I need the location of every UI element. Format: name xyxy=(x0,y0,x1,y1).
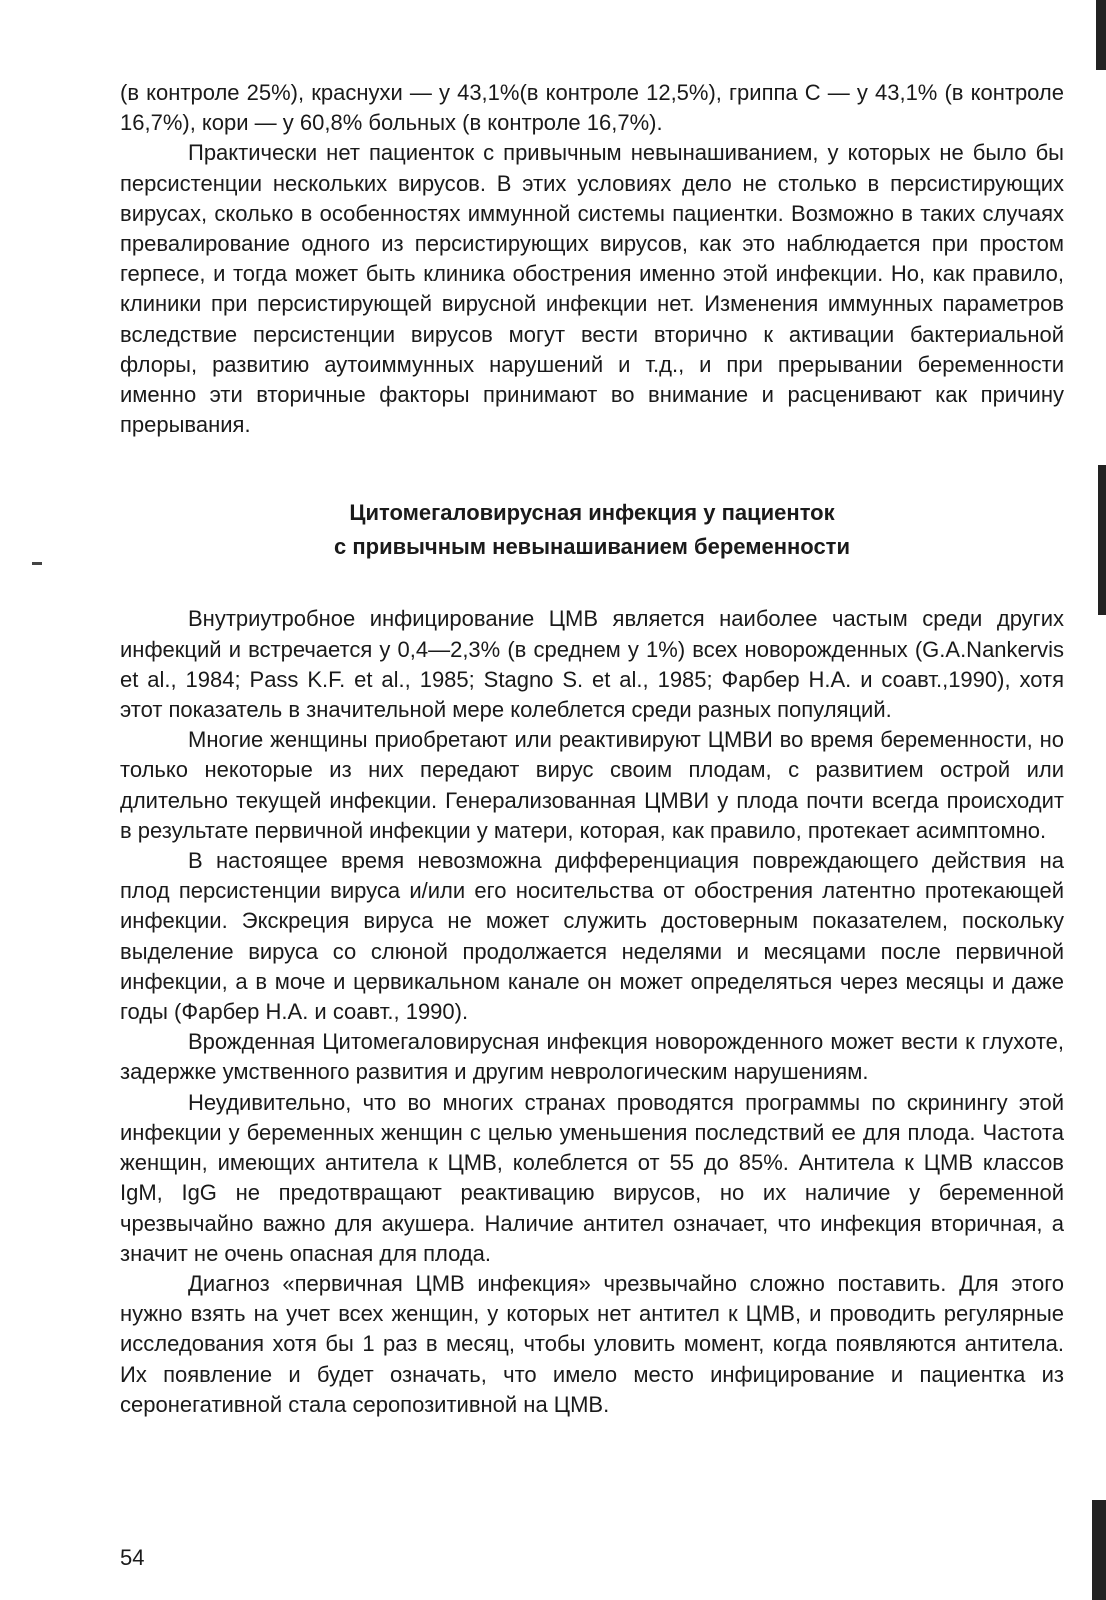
scan-speck xyxy=(32,562,42,565)
section-heading-line-1: Цитомегаловирусная инфекция у пациенток xyxy=(349,500,835,526)
paragraph-persistence: Практически нет пациенток с привычным невынашиванием, у которых не было бы персистенции нескольких вирусов. В этих условиях дело не столько в персистирующих вирусах, сколько в особенностях иммунной системы пациентки. Возможно в таких случаях превалирование одного из персистирующих вирусов, как это наблюдается при простом герпесе, и тогда может быть клиника обострения именно этой инфекции. Но, как правило, клиники при персистирующей вирусной инфекции нет. Изменения иммунных параметров вследствие персистенции вирусов могут вести вторично к активации бактериальной флоры, развитию аутоиммунных нарушений и т.д., и при прерывании беременности именно эти вторичные факторы принимают во внимание и расценивают как причину прерывания. xyxy=(120,140,1064,438)
paragraph-screening: Неудивительно, что во многих странах проводятся программы по скринингу этой инфекции у беременных женщин с целью уменьшения последствий ее для плода. Частота женщин, имеющих антитела к ЦМВ, колеблется от 55 до 85%. Антитела к ЦМВ классов IgM, IgG не предотвращают реактивацию вирусов, но их наличие у беременной чрезвычайно важно для акушера. Наличие антител означает, что инфекция вторичная, а значит не очень опасная для плода. xyxy=(120,1089,1064,1266)
scan-edge-top xyxy=(1096,0,1106,70)
scan-edge-bottom xyxy=(1092,1500,1106,1600)
section-heading-line-2: с привычным невынашиванием беременности xyxy=(334,534,850,560)
paragraph-differentiation: В настоящее время невозможна дифференциация повреждающего действия на плод персистенции вируса и/или его носительства от обострения латентно протекающей инфекции. Экскреция вируса не может служить достоверным показателем, поскольку выделение вируса со слюной продолжается неделями и месяцами после первичной инфекции, а в моче и цервикальном канале он может определяться через месяцы и даже годы (Фарбер Н.А. и соавт., 1990). xyxy=(120,848,1064,1025)
paragraph-congenital: Врожденная Цитомегаловирусная инфекция новорожденного может вести к глухоте, задержке умственного развития и другим неврологическим нарушениям. xyxy=(120,1029,1064,1085)
paragraph-diagnosis: Диагноз «первичная ЦМВ инфекция» чрезвычайно сложно поставить. Для этого нужно взять на учет всех женщин, у которых нет антител к ЦМВ, и проводить регулярные исследования хотя бы 1 раз в месяц, чтобы уловить момент, когда появляются антитела. Их появление и будет означать, что имело место инфицирование и пациентка из серонегативной стала серопозитивной на ЦМВ. xyxy=(120,1270,1064,1417)
page-number: 54 xyxy=(120,1545,145,1570)
page-body xyxy=(120,78,1064,1420)
scan-edge-middle xyxy=(1098,465,1106,615)
paragraph-reactivation: Многие женщины приобретают или реактивируют ЦМВИ во время беременности, но только некоторые из них передают вирус своим плодам, с развитием острой или длительно текущей инфекции. Генерализованная ЦМВИ у плода почти всегда происходит в результате первичной инфекции у матери, которая, как правило, протекает асимптомно. xyxy=(120,727,1064,843)
paragraph-continuation: (в контроле 25%), краснухи — у 43,1%(в контроле 12,5%), гриппа С — у 43,1% (в контроле 16,7%), кори — у 60,8% больных (в контроле 16,7%). xyxy=(120,80,1064,136)
paragraph-intrauterine: Внутриутробное инфицирование ЦМВ является наиболее частым среди других инфекций и встречается у 0,4—2,3% (в среднем у 1%) всех новорожденных (G.A.Nankervis et al., 1984; Pass K.F. et al., 1985; Stagno S. et al., 1985; Фарбер Н.А. и соавт.,1990), хотя этот показатель в значительной мере колеблется среди разных популяций. xyxy=(120,606,1064,723)
section-heading xyxy=(120,496,1064,564)
